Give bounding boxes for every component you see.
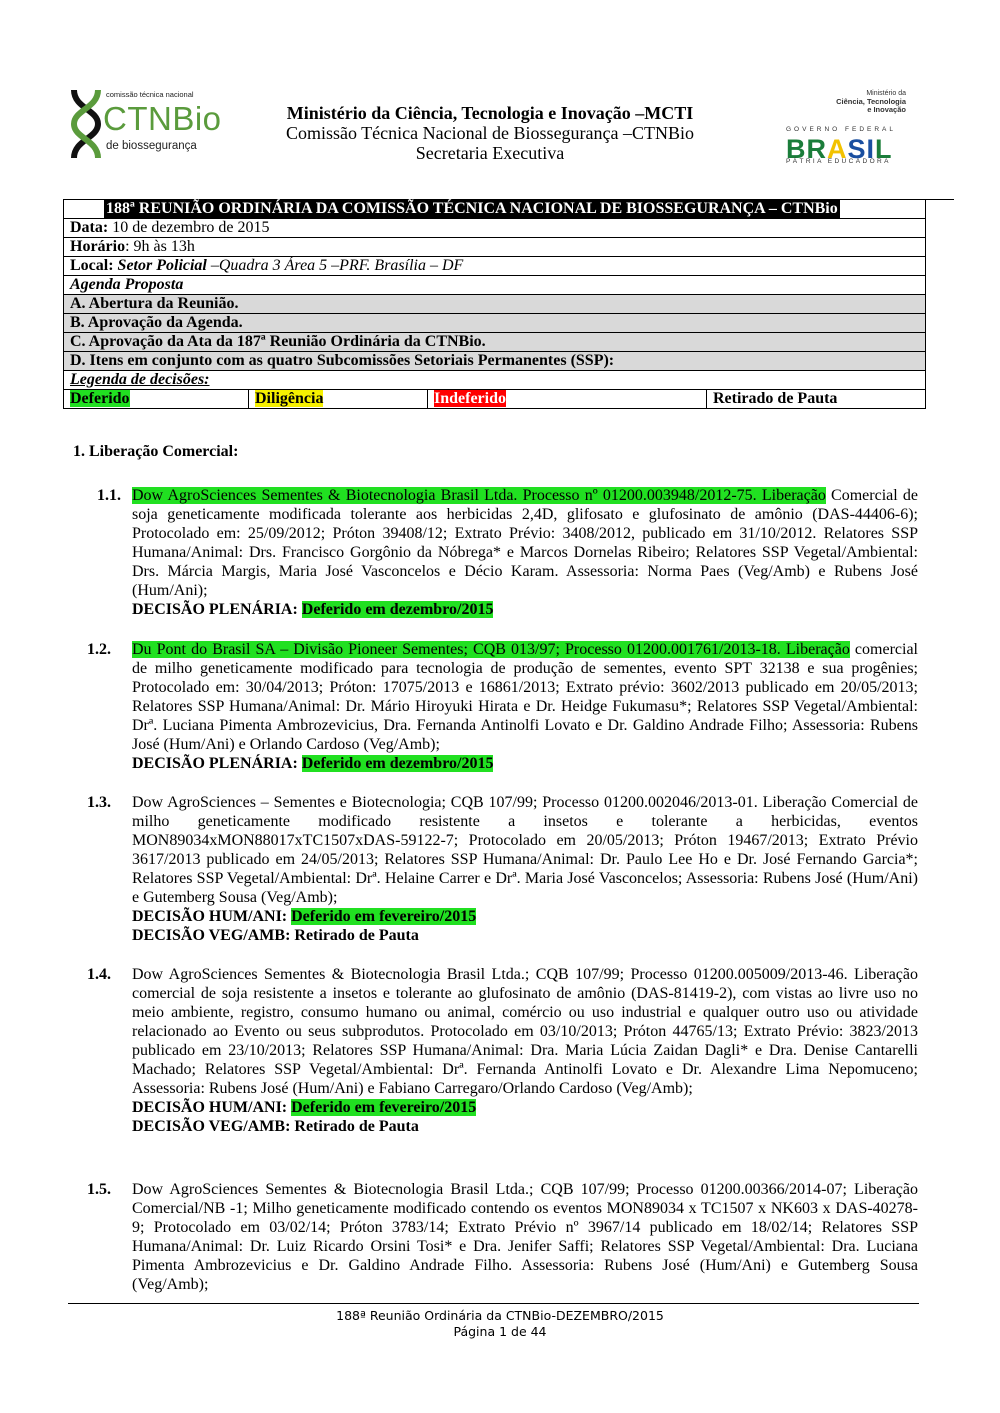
legend-heading-row — [64, 371, 926, 390]
decision-line — [132, 1098, 918, 1117]
agenda-entry — [87, 793, 918, 945]
gov-federal-label: GOVERNO FEDERAL — [786, 126, 897, 133]
entry-text — [132, 486, 918, 600]
ctnbio-logo-text: CTNBio — [103, 100, 222, 137]
decision-value: Retirado de Pauta — [294, 927, 419, 944]
agenda-table — [63, 199, 926, 409]
decision-line — [132, 754, 918, 773]
agenda-heading: Agenda Proposta — [70, 276, 184, 293]
decision-value: Deferido em fevereiro/2015 — [291, 1099, 477, 1116]
decision-label: DECISÃO HUM/ANI: — [132, 908, 292, 925]
ctnbio-logo-subtitle: de biossegurança — [106, 140, 197, 152]
agenda-entry — [87, 640, 918, 773]
ctnbio-logo-caption: comissão técnica nacional — [106, 90, 194, 99]
entry-body: Dow AgroSciences Sementes & Biotecnologia Brasil Ltda.; CQB 107/99; Processo 01200.00366/2014-07; Liberação Comercial/NB -1; Milho geneticamente modificado contendo os eventos MON89034 x TC1507 x NK603 x DAS-40278-9; Protocolado em 03/02/14; Próton 3783/14; Extrato Prévio nº 3967/14 publicado em 18/02/14; Relatores SSP Humana/Animal: Dr. Luiz Ricardo Orsini Tosi* e Dra. Jenifer Saffi; Relatores SSP Vegetal/Ambiental: Dra. Luciana Pimenta Ambrozevicius e Dr. Galdino Andrade Filho. Assessoria: Rubens José (Hum/Ani) e Gutemberg Sousa (Veg/Amb); — [132, 1181, 918, 1293]
brasil-letter: L — [875, 134, 893, 164]
page-header — [0, 0, 1000, 190]
date-value: 10 de dezembro de 2015 — [108, 219, 270, 236]
decision-label: DECISÃO PLENÁRIA: — [132, 601, 302, 618]
ctnbio-dna-icon — [68, 88, 104, 160]
entry-highlight: Du Pont do Brasil SA – Divisão Pioneer Sementes; CQB 013/97; Processo 01200.001761/2013-18. Liberação — [132, 641, 850, 658]
brasil-letter: B — [786, 134, 807, 164]
secretariat-title: Secretaria Executiva — [415, 143, 565, 163]
agenda-item: D. Itens em conjunto com as quatro Subcomissões Setoriais Permanentes (SSP): — [64, 352, 926, 371]
legend-indeferido-cell — [428, 390, 707, 409]
decision-value: Deferido em dezembro/2015 — [301, 601, 494, 618]
legend-retirado: Retirado de Pauta — [713, 390, 838, 407]
date-row — [64, 219, 926, 238]
location-detail: –Quadra 3 Área 5 –PRF. Brasília – DF — [206, 257, 464, 274]
entry-body: Dow AgroSciences – Sementes e Biotecnologia; CQB 107/99; Processo 01200.002046/2013-01. Liberação Comercial de milho geneticamente modificado resistente a insetos e tolerante a herbicidas, eventos MON89034xMON88017xTC1507xDAS-59122-7; Protocolado em 20/05/2013; Próton 19467/2013; Extrato Prévio 3617/2013 publicado em 24/05/2013; Relatores SSP Humana/Animal: Dr. Paulo Lee Ho e Dr. José Fernando Garcia*; Relatores SSP Vegetal/Ambiental: Drª. Helaine Carrer e Drª. Maria José Vasconcelos; Assessoria: Rubens José (Hum/Ani) e Gutemberg Sousa (Veg/Amb); — [132, 794, 918, 906]
footer-rule — [68, 1303, 919, 1304]
brasil-letter: S — [847, 134, 867, 164]
decision-value: Retirado de Pauta — [294, 1118, 419, 1135]
header-title-block — [270, 103, 710, 163]
legend-indeferido: Indeferido — [434, 390, 506, 407]
legend-heading: Legenda de decisões: — [70, 371, 210, 388]
entry-text — [132, 1180, 918, 1294]
legend-deferido-cell — [64, 390, 249, 409]
ministry-title: Ministério da Ciência, Tecnologia e Inovação –MCTI — [286, 103, 694, 123]
section-title: 1. Liberação Comercial: — [73, 443, 239, 460]
patria-educadora-label: PÁTRIA EDUCADORA — [786, 158, 891, 165]
agenda-entry — [87, 486, 918, 619]
time-row — [64, 238, 926, 257]
decision-label: DECISÃO HUM/ANI: — [132, 1099, 292, 1116]
agenda-entry — [87, 965, 918, 1136]
entry-text — [132, 965, 918, 1098]
decision-label: DECISÃO VEG/AMB: — [132, 1118, 295, 1135]
location-place: Setor Policial — [117, 257, 207, 274]
date-label: Data: — [70, 219, 109, 236]
brasil-letter: I — [866, 134, 876, 164]
brasil-letter: R — [806, 134, 827, 164]
gov-ministry-name — [836, 98, 906, 114]
decision-line — [132, 926, 918, 945]
meeting-title: 188ª REUNIÃO ORDINÁRIA DA COMISSÃO TÉCNICA NACIONAL DE BIOSSEGURANÇA – CTNBio — [106, 200, 838, 217]
footer-meeting: 188ª Reunião Ordinária da CTNBio-DEZEMBRO/2015 — [336, 1308, 664, 1323]
decision-line — [132, 1117, 918, 1136]
gov-ministry-name-line1: Ciência, Tecnologia — [836, 97, 906, 106]
decision-value: Deferido em fevereiro/2015 — [291, 908, 477, 925]
location-row — [64, 257, 926, 276]
gov-ministry-name-line2: e Inovação — [867, 105, 906, 114]
entry-number: 1.4. — [87, 966, 111, 983]
agenda-item: A. Abertura da Reunião. — [64, 295, 926, 314]
decision-value: Deferido em dezembro/2015 — [301, 755, 494, 772]
brasil-letter: A — [827, 134, 848, 164]
decision-line — [132, 600, 918, 619]
legend-retirado-cell — [707, 390, 926, 409]
agenda-item: B. Aprovação da Agenda. — [64, 314, 926, 333]
entry-number: 1.3. — [87, 794, 111, 811]
agenda-item: C. Aprovação da Ata da 187ª Reunião Ordinária da CTNBio. — [64, 333, 926, 352]
commission-title: Comissão Técnica Nacional de Biossegurança –CTNBio — [285, 123, 695, 143]
entry-number: 1.5. — [87, 1181, 111, 1198]
decision-label: DECISÃO PLENÁRIA: — [132, 755, 302, 772]
decision-line — [132, 907, 918, 926]
time-label: Horário — [70, 238, 126, 255]
entry-number: 1.1. — [97, 487, 121, 504]
entry-text — [132, 640, 918, 754]
header-rule — [925, 199, 954, 200]
entry-body: comercial de milho geneticamente modificado para tecnologia de produção de sementes, evento SPT 32138 e sua progênies; Protocolado em: 30/04/2013; Próton: 17075/2013 e 16861/2013; Extrato prévio: 3602/2013 publicado em 20/05/2013; Relatores SSP Humana/Animal: Dr. Mário Hiroyuki Hirata e Dr. Heidge Fukumasu*; Relatores SSP Vegetal/Ambiental: Drª. Luciana Pimenta Ambrozevicius, Dra. Fernanda Antinolfi Lovato e Dr. Galdino Andrade Filho; Assessoria: Rubens José (Hum/Ani) e Orlando Cardoso (Veg/Amb); — [132, 641, 918, 753]
agenda-heading-row — [64, 276, 926, 295]
location-label: Local: — [70, 257, 118, 274]
entry-body: Comercial de soja geneticamente modificada tolerante aos herbicidas 2,4D, glifosato e glufosinato de amônio (DAS-44406-6); Protocolado em: 25/09/2012; Próton 39408/12; Extrato Prévio: 3408/2012, publicado em 31/10/2012. Relatores SSP Humana/Animal: Drs. Francisco Gorgônio da Nóbrega* e Marcos Dornelas Ribeiro; Relatores SSP Vegetal/Ambiental: Drs. Márcia Margis, Maria José Vasconcelos e Décio Karam. Assessoria: Norma Paes (Veg/Amb) e Rubens José (Hum/Ani); — [132, 487, 918, 599]
legend-diligencia: Diligência — [255, 390, 324, 407]
entry-text — [132, 793, 918, 907]
legend-deferido: Deferido — [70, 390, 130, 407]
time-value: : 9h às 13h — [125, 238, 195, 255]
entry-highlight: Dow AgroSciences Sementes & Biotecnologia Brasil Ltda. Processo nº 01200.003948/2012-75. Liberação — [132, 487, 826, 504]
footer-page-number: Página 1 de 44 — [453, 1324, 547, 1339]
agenda-entry — [87, 1180, 918, 1294]
entry-body: Dow AgroSciences Sementes & Biotecnologia Brasil Ltda.; CQB 107/99; Processo 01200.005009/2013-46. Liberação comercial de soja resistente a insetos e tolerante ao glufosinato de amônio (DAS-81419-2), com vistas ao livre uso no meio ambiente, registro, consumo humano ou animal, comércio ou uso industrial e qualquer outro uso ou atividade relacionado ao Evento ou seus subprodutos. Protocolado em 03/10/2013; Próton 44765/13; Extrato Prévio: 3823/2013 publicado em 23/10/2013; Relatores SSP Humana/Animal: Dra. Maria Lúcia Zaidan Dagli* e Dra. Denise Cantarelli Machado; Relatores SSP Vegetal/Ambiental: Drª. Fernanda Antinolfi Lovato e Dr. Alexandre Lima Nepomuceno; Assessoria: Rubens José (Hum/Ani) e Fabiano Carregaro/Orlando Cardoso (Veg/Amb); — [132, 966, 918, 1097]
agenda-title-cell — [64, 200, 926, 219]
gov-ministry-label: Ministério da — [866, 90, 906, 97]
decision-label: DECISÃO VEG/AMB: — [132, 927, 295, 944]
entry-number: 1.2. — [87, 641, 111, 658]
legend-diligencia-cell — [249, 390, 428, 409]
